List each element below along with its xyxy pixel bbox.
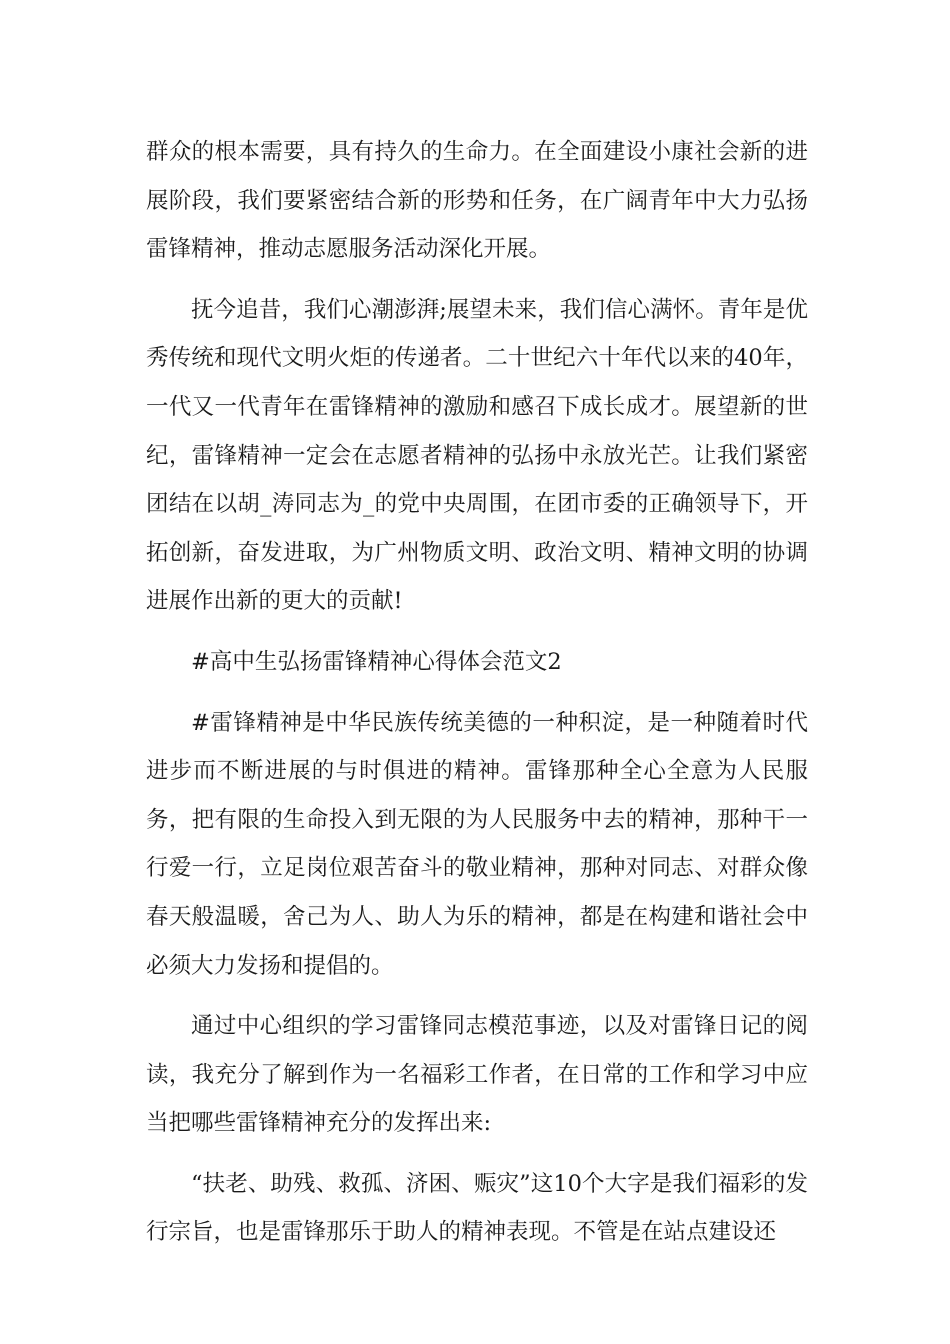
paragraph-lei-feng-spirit: #雷锋精神是中华民族传统美德的一种积淀，是一种随着时代进步而不断进展的与时俱进的精神。雷锋那种全心全意为人民服务，把有限的生命投入到无限的为人民服务中去的精神，那种干一行爱一行，立足岗位艰苦奋斗的敬业精神，那种对同志、对群众像春天般温暖，舍己为人、助人为乐的精神，都是在构建和谐社会中必须大力发扬和提倡的。 (146, 709, 808, 979)
section-heading: #高中生弘扬雷锋精神心得体会范文2 (191, 648, 562, 675)
paragraph-continuation: 群众的根本需要，具有持久的生命力。在全面建设小康社会新的进展阶段，我们要紧密结合新的形势和任务，在广阔青年中大力弘扬雷锋精神，推动志愿服务活动深化开展。 (146, 139, 808, 263)
paragraph-lottery-purpose: “扶老、助残、救孤、济困、赈灾”这10个大字是我们福彩的发行宗旨，也是雷锋那乐于助人的精神表现。不管是在站点建设还 (146, 1170, 808, 1246)
paragraph-study: 通过中心组织的学习雷锋同志模范事迹，以及对雷锋日记的阅读，我充分了解到作为一名福彩工作者，在日常的工作和学习中应当把哪些雷锋精神充分的发挥出来: (146, 1013, 808, 1137)
document-body (146, 128, 808, 1257)
paragraph-looking-ahead: 抚今追昔，我们心潮澎湃;展望未来，我们信心满怀。青年是优秀传统和现代文明火炬的传递者。二十世纪六十年代以来的40年，一代又一代青年在雷锋精神的激励和感召下成长成才。展望新的世纪，雷锋精神一定会在志愿者精神的弘扬中永放光芒。让我们紧密团结在以胡_涛同志为_的党中央周围，在团市委的正确领导下，开拓创新，奋发进取，为广州物质文明、政治文明、精神文明的协调进展作出新的更大的贡献! (146, 296, 808, 615)
